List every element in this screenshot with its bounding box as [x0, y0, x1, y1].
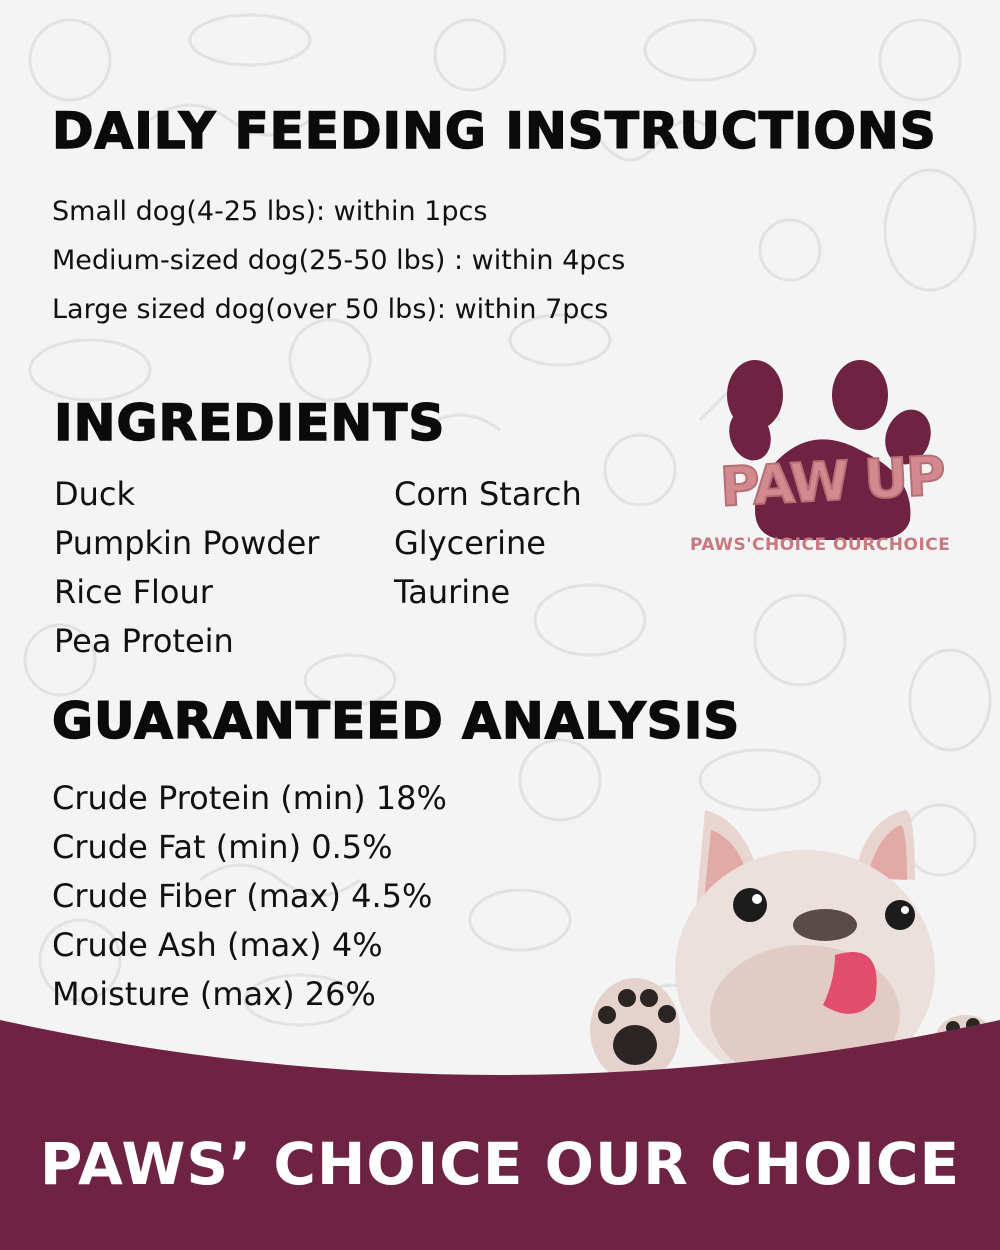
feeding-line: Large sized dog(over 50 lbs): within 7pcs: [52, 294, 609, 325]
analysis-line: Crude Fiber (max) 4.5%: [52, 877, 433, 915]
ingredient-item: Glycerine: [394, 524, 546, 562]
feeding-line: Small dog(4-25 lbs): within 1pcs: [52, 196, 488, 227]
ingredients-right-list: [394, 470, 582, 617]
analysis-line: Crude Ash (max) 4%: [52, 926, 383, 964]
paw-up-logo: [680, 355, 970, 570]
ingredient-item: Pea Protein: [54, 622, 234, 660]
analysis-title: GUARANTEED ANALYSIS: [52, 692, 741, 750]
footer-slogan: PAWS’ CHOICE OUR CHOICE: [39, 1130, 961, 1198]
analysis-line: Crude Fat (min) 0.5%: [52, 828, 393, 866]
ingredient-item: Rice Flour: [54, 573, 213, 611]
analysis-line: Crude Protein (min) 18%: [52, 779, 447, 817]
ingredients-left-list: [54, 470, 319, 666]
ingredient-item: Corn Starch: [394, 475, 582, 513]
ingredient-item: Duck: [54, 475, 136, 513]
analysis-list: [52, 774, 447, 1019]
feeding-list: [52, 187, 625, 334]
ingredients-title: INGREDIENTS: [54, 394, 446, 452]
logo-tagline: PAWS'CHOICE OURCHOICE: [690, 535, 951, 555]
ingredient-item: Taurine: [394, 573, 511, 611]
ingredient-item: Pumpkin Powder: [54, 524, 320, 562]
analysis-line: Moisture (max) 26%: [52, 975, 376, 1013]
logo-wordmark: PAW UP: [718, 444, 946, 519]
feeding-line: Medium-sized dog(25-50 lbs) : within 4pcs: [52, 245, 626, 276]
feeding-title: DAILY FEEDING INSTRUCTIONS: [52, 102, 937, 160]
